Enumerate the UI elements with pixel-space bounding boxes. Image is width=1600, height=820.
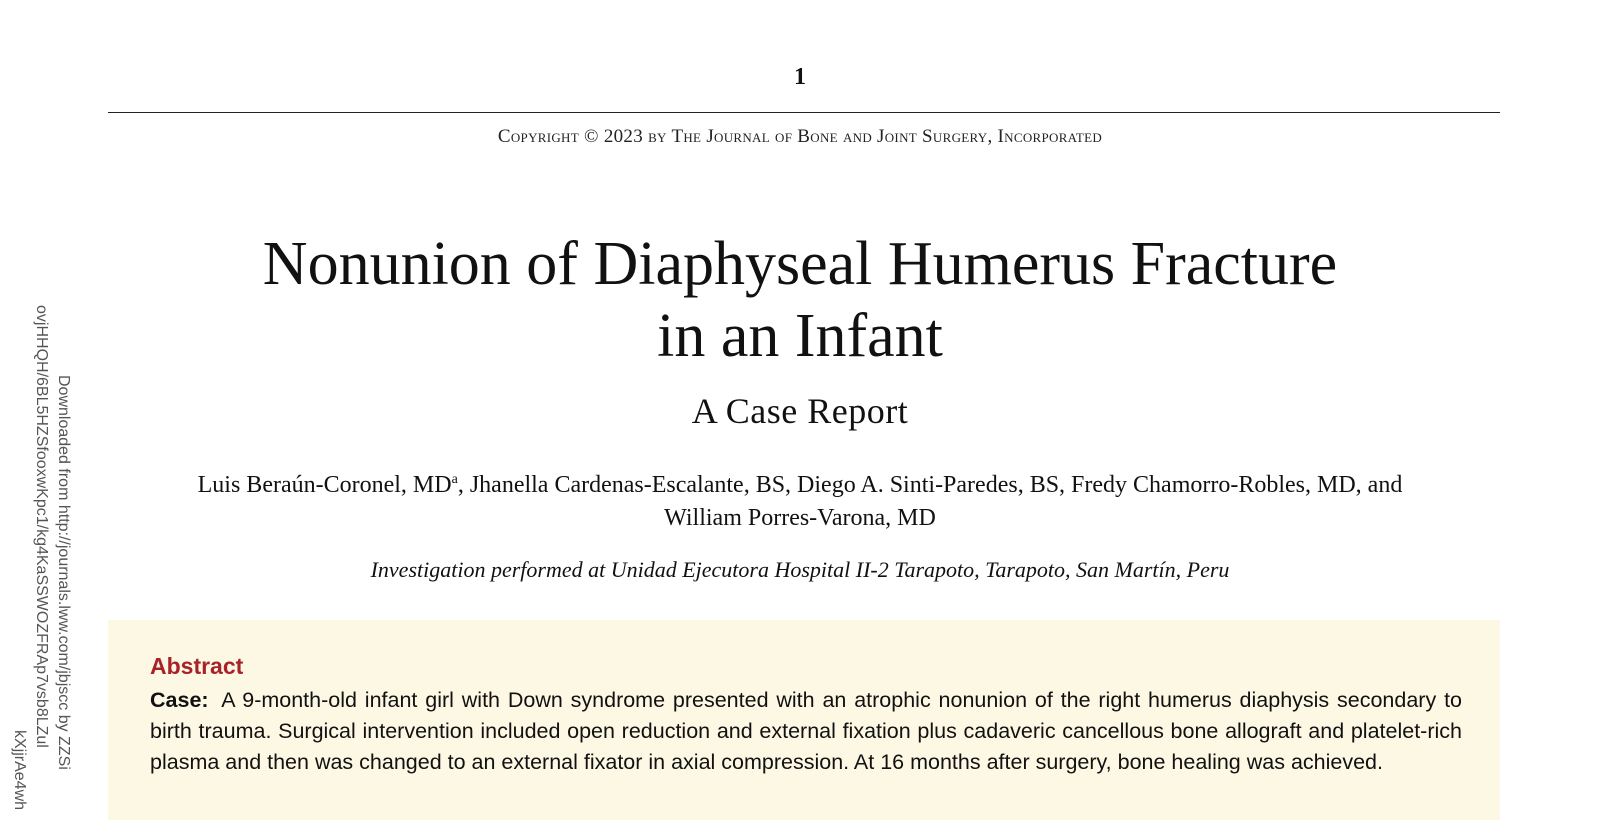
download-watermark-line2: ovjHHQH/6BL5HZSfooxwKpc1/kg4KaSSWOZFRAp7vsb8LZul [33,305,50,748]
article-subtitle: A Case Report [691,391,909,431]
article-title-line1: Nonunion of Diaphyseal Humerus Fracture [262,230,1338,298]
abstract-heading: Abstract [150,653,244,679]
copyright-line: Copyright © 2023 by The Journal of Bone and Joint Surgery, Incorporated [497,126,1103,147]
abstract-case-text: A 9-month-old infant girl with Down syndrome presented with an atrophic nonunion of the right humerus diaphysis secondary to birth trauma. Surgical intervention included open reduction and external fixation plus cadaveric cancellous bone allograft and platelet-rich plasma and then was changed to an external fixator in axial compression. At 16 months after surgery, bone healing was achieved. [150,688,1462,774]
download-watermark-line1: Downloaded from http://journals.lww.com/jbjscc by ZZSi [55,375,72,770]
author-list-line1: , Jhanella Cardenas-Escalante, BS, Diego A. Sinti-Paredes, BS, Fredy Chamorro-Robles, MD, and [457,472,1403,498]
abstract-case-label: Case: [150,688,209,712]
article-title-line2: in an Infant [657,302,943,370]
header-rule [108,112,1500,113]
article-title [0,228,1600,372]
author-list [120,469,1480,535]
page-number: 1 [794,64,806,90]
affiliation-marker: a [451,472,458,487]
download-watermark-line3: kXjjrAe4wh [11,730,28,811]
first-author: Luis Beraún-Coronel, MD [197,472,452,498]
abstract-case-paragraph [150,685,1462,778]
institution-note: Investigation performed at Unidad Ejecutora Hospital II-2 Tarapoto, Tarapoto, San Martín, Peru [370,557,1230,582]
author-list-line2: William Porres-Varona, MD [664,505,936,531]
